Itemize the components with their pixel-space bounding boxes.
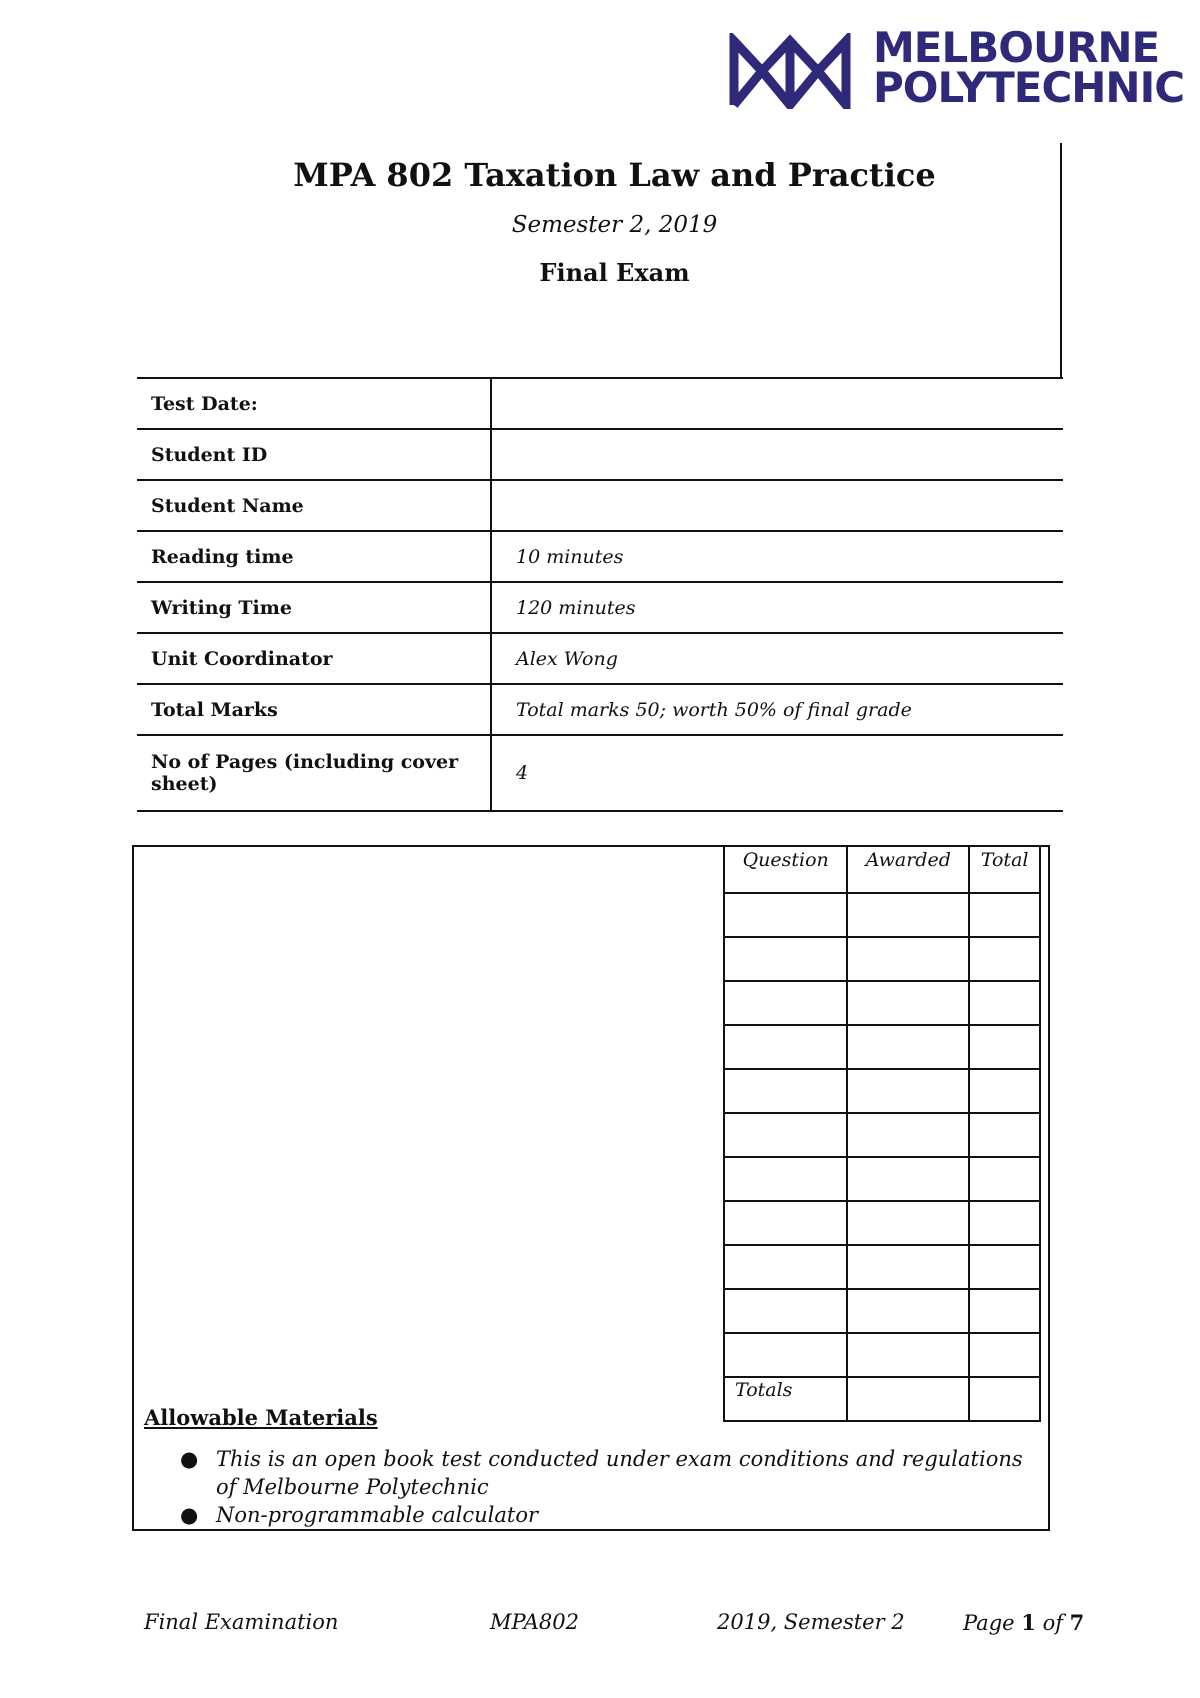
score-row [724, 1113, 1040, 1157]
score-row [724, 937, 1040, 981]
score-row [724, 1069, 1040, 1113]
info-row-student-id [137, 429, 1063, 480]
question-cell[interactable] [724, 1025, 847, 1069]
score-table [723, 845, 1041, 1422]
awarded-cell[interactable] [847, 1157, 969, 1201]
score-header-question: Question [724, 846, 847, 893]
total-cell[interactable] [969, 893, 1040, 937]
score-row [724, 1245, 1040, 1289]
info-row-reading-time [137, 531, 1063, 582]
question-cell[interactable] [724, 1289, 847, 1333]
question-cell[interactable] [724, 1113, 847, 1157]
info-label: No of Pages (including cover sheet) [137, 735, 491, 811]
question-cell[interactable] [724, 981, 847, 1025]
info-label: Test Date: [137, 378, 491, 429]
score-row [724, 1157, 1040, 1201]
score-row [724, 893, 1040, 937]
question-cell[interactable] [724, 1201, 847, 1245]
exam-semester: Semester 2, 2019 [511, 212, 718, 238]
list-item [172, 1445, 1032, 1501]
question-cell[interactable] [724, 937, 847, 981]
awarded-cell[interactable] [847, 1333, 969, 1377]
total-cell[interactable] [969, 1157, 1040, 1201]
page-prefix: Page [963, 1611, 1022, 1635]
score-totals-row [724, 1377, 1040, 1421]
question-cell[interactable] [724, 1157, 847, 1201]
info-row-total-marks [137, 684, 1063, 735]
info-row-test-date [137, 378, 1063, 429]
total-cell[interactable] [969, 1069, 1040, 1113]
total-cell[interactable] [969, 1113, 1040, 1157]
footer-unit-code: MPA802 [490, 1610, 579, 1634]
total-cell[interactable] [969, 1333, 1040, 1377]
exam-info-table [137, 377, 1063, 812]
exam-title: MPA 802 Taxation Law and Practice [293, 156, 936, 194]
total-cell[interactable] [969, 937, 1040, 981]
page-current: 1 [1021, 1610, 1036, 1635]
awarded-cell[interactable] [847, 1289, 969, 1333]
question-cell[interactable] [724, 1069, 847, 1113]
awarded-cell[interactable] [847, 937, 969, 981]
total-cell[interactable] [969, 1025, 1040, 1069]
awarded-cell[interactable] [847, 981, 969, 1025]
info-value: 120 minutes [491, 582, 1063, 633]
info-row-student-name [137, 480, 1063, 531]
student-name-field[interactable] [491, 480, 1063, 531]
footer-exam-name: Final Examination [144, 1610, 339, 1634]
score-row [724, 1333, 1040, 1377]
totals-total-cell[interactable] [969, 1377, 1040, 1421]
awarded-cell[interactable] [847, 1113, 969, 1157]
info-row-no-of-pages [137, 735, 1063, 811]
awarded-cell[interactable] [847, 1069, 969, 1113]
logo-line-2: POLYTECHNIC [873, 63, 1185, 112]
materials-item-text: This is an open book test conducted under exam conditions and regulations of Melbourne Polytechnic [216, 1447, 1023, 1499]
score-header-row [724, 846, 1040, 893]
total-cell[interactable] [969, 1201, 1040, 1245]
info-label: Writing Time [137, 582, 491, 633]
info-label: Student Name [137, 480, 491, 531]
info-value: 10 minutes [491, 531, 1063, 582]
footer-semester: 2019, Semester 2 [717, 1610, 905, 1634]
logo-mark-icon [729, 33, 855, 109]
student-id-field[interactable] [491, 429, 1063, 480]
test-date-field[interactable] [491, 378, 1063, 429]
page-total: 7 [1069, 1610, 1085, 1635]
score-row [724, 1025, 1040, 1069]
info-label: Total Marks [137, 684, 491, 735]
materials-list [172, 1445, 1032, 1529]
info-label: Unit Coordinator [137, 633, 491, 684]
info-row-writing-time [137, 582, 1063, 633]
total-cell[interactable] [969, 1289, 1040, 1333]
awarded-cell[interactable] [847, 1245, 969, 1289]
bullet-icon: ● [180, 1503, 199, 1527]
score-row [724, 981, 1040, 1025]
score-header-awarded: Awarded [847, 846, 969, 893]
totals-awarded-cell[interactable] [847, 1377, 969, 1421]
materials-item-text: Non-programmable calculator [216, 1503, 539, 1527]
info-label: Student ID [137, 429, 491, 480]
awarded-cell[interactable] [847, 1025, 969, 1069]
info-value: Alex Wong [491, 633, 1063, 684]
list-item [172, 1501, 1032, 1529]
logo-wordmark [873, 23, 1185, 112]
exam-type: Final Exam [539, 258, 690, 287]
score-row [724, 1201, 1040, 1245]
materials-heading: Allowable Materials [144, 1405, 378, 1430]
question-cell[interactable] [724, 1333, 847, 1377]
total-cell[interactable] [969, 981, 1040, 1025]
totals-label: Totals [724, 1377, 847, 1421]
question-cell[interactable] [724, 1245, 847, 1289]
score-row [724, 1289, 1040, 1333]
bullet-icon: ● [180, 1447, 199, 1471]
awarded-cell[interactable] [847, 1201, 969, 1245]
score-header-total: Total [969, 846, 1040, 893]
logo-line-1: MELBOURNE [873, 23, 1160, 72]
page-of: of [1035, 1611, 1070, 1635]
question-cell[interactable] [724, 893, 847, 937]
info-row-unit-coordinator [137, 633, 1063, 684]
awarded-cell[interactable] [847, 893, 969, 937]
info-label: Reading time [137, 531, 491, 582]
info-value: Total marks 50; worth 50% of final grade [491, 684, 1063, 735]
footer-page-number [963, 1610, 1084, 1635]
total-cell[interactable] [969, 1245, 1040, 1289]
info-value: 4 [491, 735, 1063, 811]
